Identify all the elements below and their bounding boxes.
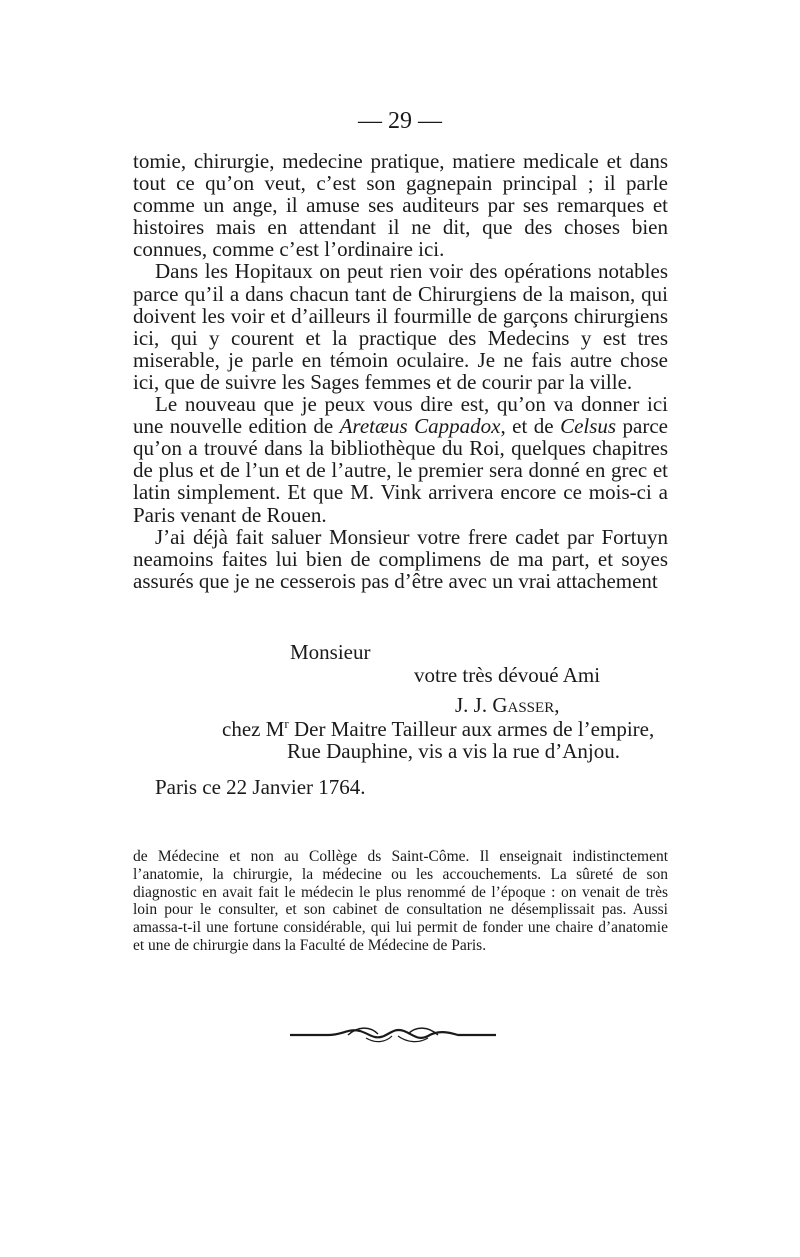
address-line-2: Rue Dauphine, vis a vis la rue d’Anjou. bbox=[287, 739, 621, 763]
paragraph-2: Dans les Hopitaux on peut rien voir des opérations notables parce qu’il a dans chacun tant de Chirurgiens de la maison, qui doivent les voir et d’ailleurs il fourmille de garçons chirurgiens ici, qui y courent et la practique des Medecins y est tres miserable, je parle en témoin oculaire. Je ne fais autre chose ici, que de suivre les Sages femmes et de courir par la ville. bbox=[133, 259, 668, 394]
paragraph-1: tomie, chirurgie, medecine pratique, matiere medicale et dans tout ce qu’on veut, c’est son gagnepain principal ; il parle comme un ange, il amuse ses auditeurs par ses remarques et histoires mais en attendant il ne dit, que des choses bien connues, comme c’est l’ordinaire ici. bbox=[133, 149, 668, 262]
dateline: Paris ce 22 Janvier 1764. bbox=[155, 775, 366, 799]
address-superscript: r bbox=[284, 716, 289, 731]
address-prefix: chez M bbox=[222, 717, 285, 741]
page-number: — 29 — bbox=[358, 108, 442, 134]
paragraph-4: J’ai déjà fait saluer Monsieur votre frere cadet par Fortuyn neamoins faites lui bien de complimens de ma part, et soyes assurés que je ne cesserois pas d’être avec un vrai attachement bbox=[133, 524, 668, 593]
paragraph-3-text-b: , et de bbox=[500, 414, 561, 439]
paragraph-3 bbox=[133, 393, 668, 526]
italic-title-celsus: Celsus bbox=[560, 414, 617, 439]
italic-title-aretaeus: Aretæus Cappadox bbox=[339, 414, 501, 439]
valediction: votre très dévoué Ami bbox=[414, 663, 601, 687]
address-line-1-text: Der Maitre Tailleur aux armes de l’empire, bbox=[288, 717, 655, 741]
decorative-ornament-icon bbox=[288, 1022, 498, 1048]
paragraph-3-text-a: Le nouveau que je peux vous dire est, qu’on va donner ici une nouvelle edition de bbox=[133, 392, 668, 439]
paragraph-3-text-c: parce qu’on a trouvé dans la bibliothèque du Roi, quelques chapitres de plus et de l’un et de l’autre, le premier sera donné en grec et latin simplement. Et que M. Vink arrivera encore ce mois-ci a Paris venant de Rouen. bbox=[133, 414, 668, 527]
signature: J. J. Gasser, bbox=[455, 693, 560, 717]
salutation: Monsieur bbox=[290, 640, 371, 664]
letter-body bbox=[133, 150, 668, 592]
footnote: de Médecine et non au Collège ds Saint-Côme. Il enseignait indistinctement l’anatomie, la chirurgie, la médecine ou les accouchements. La sûreté de son diagnostic en avait fait le médecin le plus renommé de l’époque : on venait de très loin pour le consulter, et son cabinet de consultation ne désemplissait pas. Aussi amassa-t-il une fortune considérable, qui lui permit de fonder une chaire d’anatomie et une de chirurgie dans la Faculté de Médecine de Paris. bbox=[133, 848, 668, 954]
